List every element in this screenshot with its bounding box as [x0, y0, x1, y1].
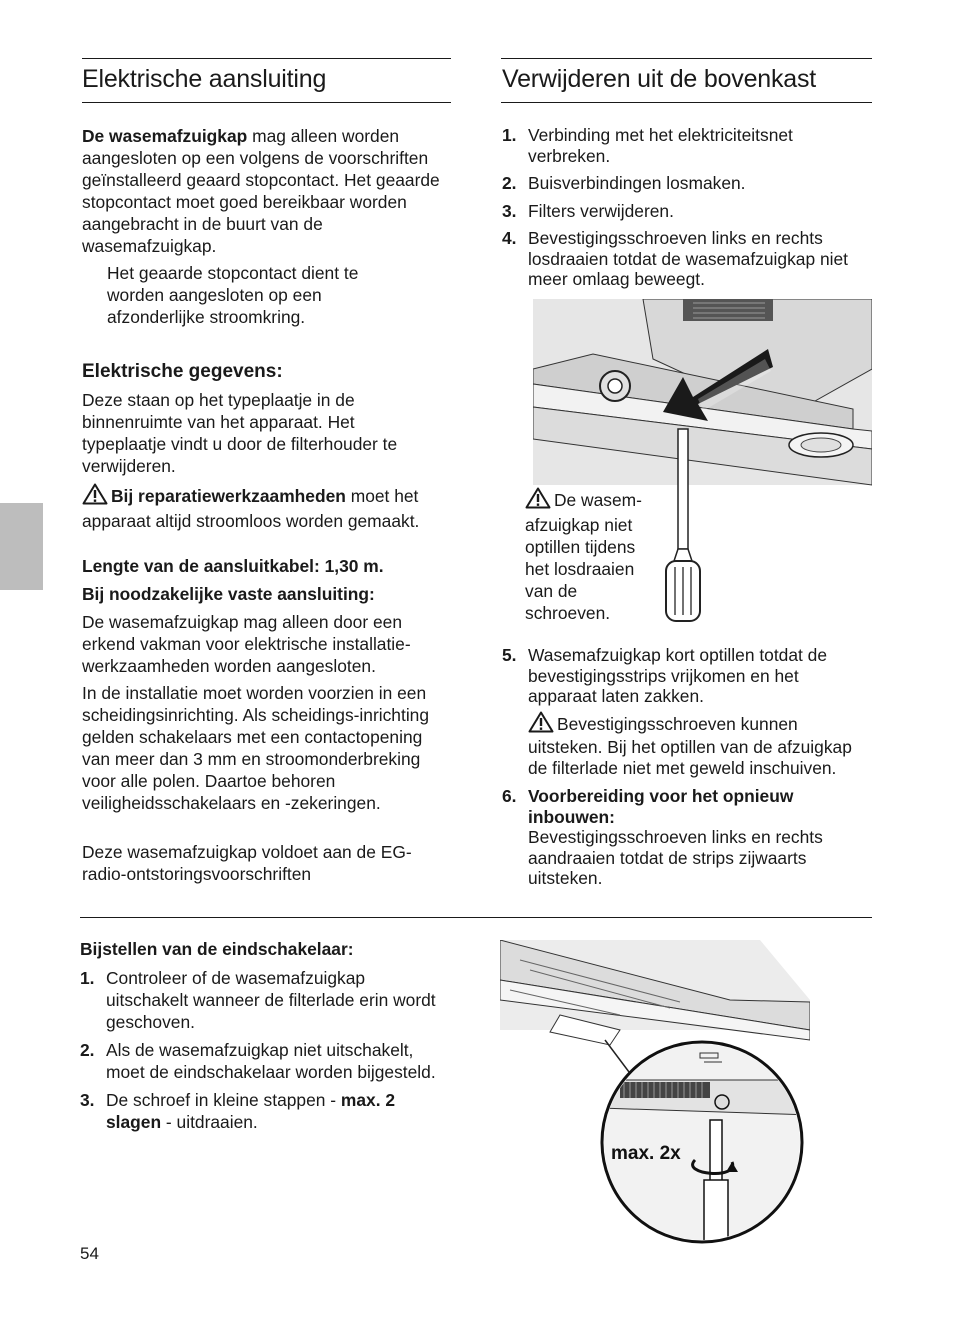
intro-rest: mag alleen worden aangesloten op een volgens de voorschriften geïnstalleerd geaard stopcontact. Het geaarde stopcontact moet goed bereikbaar worden aangebracht in de buurt van de wasemafzuigkap. — [82, 126, 440, 256]
figure-warning — [525, 487, 657, 624]
step-text: Controleer of de wasemafzuigkap uitschakelt wanneer de filterlade erin wordt geschoven. — [106, 968, 436, 1032]
electrical-data-text: Deze staan op het typeplaatje in de binnenruimte van het apparaat. Het typeplaatje vindt u door de filterhouder te verwijderen. — [82, 390, 398, 476]
step5-warning — [528, 711, 864, 779]
warning-triangle-icon — [528, 711, 554, 738]
removal-steps-1-4 — [502, 125, 864, 290]
repair-rest: moet het apparaat altijd stroomloos worden gemaakt. — [82, 486, 420, 531]
indent-note: Het geaarde stopcontact dient te worden aangesloten op een afzonderlijke stroomkring. — [107, 263, 359, 327]
step-number: 1. — [502, 125, 517, 145]
step-text: Wasemafzuigkap kort optillen totdat de bevestigingsstrips vrijkomen en het apparaat laten zakken. — [528, 645, 828, 706]
step-item — [80, 967, 450, 1033]
step-item — [502, 173, 864, 194]
top-rule-right — [501, 58, 872, 59]
step-number: 2. — [502, 173, 517, 193]
section-tab-marker — [0, 503, 43, 590]
top-rule-left — [82, 58, 451, 59]
step-item — [502, 786, 864, 889]
warning-triangle-icon — [525, 487, 551, 514]
section-title-removal: Verwijderen uit de bovenkast — [502, 65, 817, 93]
step-number: 3. — [502, 200, 517, 221]
step-text: Als de wasemafzuigkap niet uitschakelt, moet de eindschakelaar worden bijgesteld. — [106, 1040, 436, 1082]
step3-pre: De schroef in kleine stappen - — [106, 1090, 341, 1110]
step-item — [80, 1039, 450, 1083]
electrical-data-heading: Elektrische gegevens: — [82, 361, 283, 382]
step-item — [502, 125, 864, 166]
step-number: 4. — [502, 228, 517, 248]
removal-steps-5-6 — [502, 645, 864, 889]
limit-switch-steps — [80, 967, 450, 1133]
step-number: 3. — [80, 1090, 95, 1110]
warning-triangle-icon — [82, 483, 108, 510]
step-text: Bevestigingsschroeven links en rechts losdraaien totdat de wasemafzuigkap niet meer omlaag beweegt. — [528, 228, 848, 289]
section-title-electrical: Elektrische aansluiting — [82, 65, 327, 93]
step-item — [502, 645, 864, 778]
eg-compliance-text: Deze wasemafzuigkap voldoet aan de EG-radio-ontstoringsvoorschriften — [82, 842, 412, 884]
step-text: Buisverbindingen losmaken. — [528, 173, 746, 193]
max-2x-label: max. 2x — [611, 1143, 681, 1164]
step3-post: - uitdraaien. — [161, 1112, 258, 1132]
title-underline-right — [501, 102, 872, 103]
step-item — [502, 228, 864, 290]
repair-bold: Bij reparatiewerkzaamheden — [111, 486, 346, 506]
step-number: 1. — [80, 968, 95, 988]
installation-text: In de installatie moet worden voorzien in een scheidingsinrichting. Als scheidings-inrichting gelden schakelaars met een contactopening van meer dan 3 mm en stroomonderbreking voor alle polen. Daartoe behoren veiligheidsschakelaars en -zekeringen. — [82, 683, 430, 813]
step-number: 6. — [502, 786, 517, 806]
repair-warning — [82, 483, 442, 532]
page-number: 54 — [80, 1244, 99, 1263]
section-divider — [80, 917, 872, 918]
intro-bold: De wasemafzuigkap — [82, 126, 248, 146]
step-item — [502, 201, 864, 222]
step6-heading: Voorbereiding voor het opnieuw inbouwen: — [528, 786, 794, 827]
fixed-connection-heading: Bij noodzakelijke vaste aansluiting: — [82, 584, 375, 604]
step-item — [80, 1089, 450, 1133]
step-number: 5. — [502, 645, 517, 665]
cable-length: Lengte van de aansluitkabel: 1,30 m. — [82, 556, 384, 576]
limit-switch-illustration — [500, 940, 810, 1245]
step-number: 2. — [80, 1040, 95, 1060]
intro-paragraph — [82, 125, 454, 257]
step3-bold: max. 2 slagen — [106, 1090, 396, 1132]
step5-warning-text: Bevestigingsschroeven kunnen uitsteken. Bij het optillen van de afzuigkap de filterlade niet met geweld inschuiven. — [528, 713, 852, 778]
step-text: Verbinding met het elektriciteitsnet verbreken. — [528, 125, 793, 166]
step-text: Filters verwijderen. — [528, 200, 674, 221]
limit-switch-heading: Bijstellen van de eindschakelaar: — [80, 939, 354, 959]
step6-text: Bevestigingsschroeven links en rechts aandraaien totdat de strips zijwaarts uitsteken. — [528, 827, 823, 888]
figure-warning-text: De wasem-afzuigkap niet optillen tijdens het losdraaien van de schroeven. — [525, 490, 642, 623]
title-underline-left — [82, 102, 451, 103]
fixed-connection-text: De wasemafzuigkap mag alleen door een erkend vakman voor elektrische installatie-werkzaamheden worden aangesloten. — [82, 612, 411, 676]
